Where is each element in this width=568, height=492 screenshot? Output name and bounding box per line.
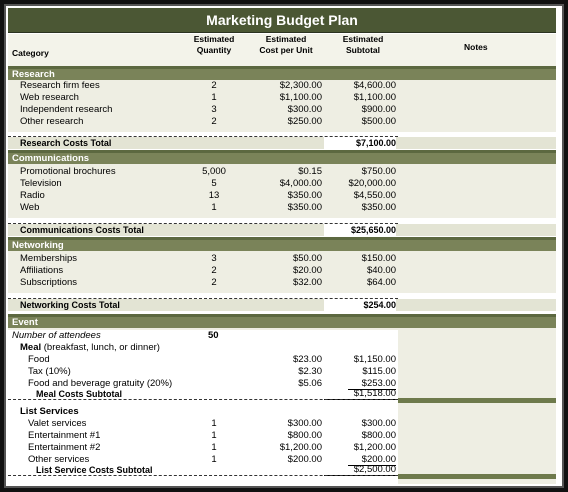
networking-row-2-subtotal: $40.00 <box>366 265 396 276</box>
networking-total-value: $254.00 <box>324 299 396 311</box>
research-total-row <box>8 137 556 149</box>
meal-total-value: $1,518.00 <box>324 388 396 400</box>
list-total-label: List Service Costs Subtotal <box>36 465 153 475</box>
meal-row-3-name: Food and beverage gratuity (20%) <box>28 378 173 389</box>
list-row-4-name: Other services <box>28 454 90 465</box>
header-quantity-line1: Estimated <box>193 34 235 44</box>
header-subtotal-line2: Subtotal <box>346 45 380 55</box>
section-event: Event <box>8 317 556 328</box>
communications-row-4-name: Web <box>20 202 40 213</box>
list-row-2-name: Entertainment #1 <box>28 430 101 441</box>
networking-row-1-name: Memberships <box>20 253 78 264</box>
networking-row-3-name: Subscriptions <box>20 277 78 288</box>
attendees-label: Number of attendees <box>12 330 101 341</box>
meal-heading <box>20 342 160 354</box>
list-row-4-subtotal: $200.00 <box>348 454 396 466</box>
networking-total-row <box>8 299 556 311</box>
research-row-4-name: Other research <box>20 116 84 127</box>
communications-row-2-name: Television <box>20 178 62 189</box>
research-row-2-cost: $1,100.00 <box>279 92 322 103</box>
research-row-3-cost: $300.00 <box>287 104 322 115</box>
communications-row-2-subtotal: $20,000.00 <box>348 178 396 189</box>
header-subtotal-line1: Estimated <box>342 34 384 44</box>
list-band-right <box>398 474 556 479</box>
communications-row-4-cost: $350.00 <box>287 202 322 213</box>
list-row-3-cost: $1,200.00 <box>279 442 322 453</box>
research-row-3-name: Independent research <box>20 104 113 115</box>
header-cost-line1: Estimated <box>265 34 307 44</box>
list-row-4-cost: $200.00 <box>287 454 322 465</box>
list-row-3-qty: 1 <box>211 442 217 453</box>
list-row-4-qty: 1 <box>211 454 217 465</box>
networking-row-2-name: Affiliations <box>20 265 64 276</box>
list-row-3-subtotal: $1,200.00 <box>353 442 396 453</box>
networking-row-2-qty: 2 <box>211 265 217 276</box>
research-total-label: Research Costs Total <box>20 138 112 148</box>
section-communications: Communications <box>8 153 556 164</box>
communications-row-4-qty: 1 <box>211 202 217 213</box>
meal-row-3-subtotal: $253.00 <box>348 378 396 390</box>
research-row-1-subtotal: $4,600.00 <box>353 80 396 91</box>
list-total-dash <box>8 475 398 476</box>
research-row-2-name: Web research <box>20 92 79 103</box>
research-row-2-qty: 1 <box>211 92 217 103</box>
meal-row-1-subtotal: $1,150.00 <box>353 354 396 365</box>
networking-row-1-cost: $50.00 <box>292 253 322 264</box>
header-notes: Notes <box>464 42 488 52</box>
communications-total-row <box>8 224 556 236</box>
page-title: Marketing Budget Plan <box>8 8 556 33</box>
research-row-1-qty: 2 <box>211 80 217 91</box>
networking-row-3-subtotal: $64.00 <box>366 277 396 288</box>
networking-row-3-cost: $32.00 <box>292 277 322 288</box>
meal-label: Meal <box>20 342 42 353</box>
list-row-3-name: Entertainment #2 <box>28 442 101 453</box>
communications-row-3-name: Radio <box>20 190 45 201</box>
meal-row-2-subtotal: $115.00 <box>362 366 396 377</box>
list-row-1-qty: 1 <box>211 418 217 429</box>
list-row-2-qty: 1 <box>211 430 217 441</box>
communications-row-1-qty: 5,000 <box>202 166 226 177</box>
meal-row-2-cost: $2.30 <box>298 366 322 377</box>
research-row-3-qty: 3 <box>211 104 217 115</box>
list-row-1-cost: $300.00 <box>287 418 322 429</box>
list-total-value: $2,500.00 <box>324 464 396 476</box>
research-row-4-cost: $250.00 <box>287 116 322 127</box>
list-services-heading: List Services <box>20 406 79 417</box>
section-research: Research <box>8 69 556 80</box>
communications-row-1-name: Promotional brochures <box>20 166 116 177</box>
research-row-4-qty: 2 <box>211 116 217 127</box>
list-row-1-subtotal: $300.00 <box>361 418 396 429</box>
meal-total-dash <box>8 399 398 400</box>
communications-row-3-cost: $350.00 <box>287 190 322 201</box>
communications-row-3-subtotal: $4,550.00 <box>353 190 396 201</box>
research-row-4-subtotal: $500.00 <box>361 116 396 127</box>
meal-total-label: Meal Costs Subtotal <box>36 389 123 399</box>
attendees-value: 50 <box>208 330 219 341</box>
communications-row-2-cost: $4,000.00 <box>279 178 322 189</box>
research-row-1-name: Research firm fees <box>20 80 100 91</box>
research-row-3-subtotal: $900.00 <box>361 104 396 115</box>
networking-row-1-qty: 3 <box>211 253 217 264</box>
networking-total-dash <box>8 298 398 299</box>
research-total-value: $7,100.00 <box>324 137 396 149</box>
event-notes-column <box>398 328 556 399</box>
meal-row-3-cost: $5.06 <box>298 378 322 389</box>
list-row-1-name: Valet services <box>28 418 87 429</box>
networking-row-1-subtotal: $150.00 <box>361 253 396 264</box>
list-row-2-cost: $800.00 <box>287 430 322 441</box>
research-row-1-cost: $2,300.00 <box>279 80 322 91</box>
communications-row-1-cost: $0.15 <box>298 166 322 177</box>
communications-total-value: $25,650.00 <box>324 224 396 236</box>
header-category: Category <box>12 48 49 58</box>
list-notes-column <box>398 403 556 484</box>
communications-row-2-qty: 5 <box>211 178 217 189</box>
header-cost-line2: Cost per Unit <box>259 45 313 55</box>
meal-row-1-cost: $23.00 <box>292 354 322 365</box>
communications-total-label: Communications Costs Total <box>20 225 144 235</box>
meal-note: (breakfast, lunch, or dinner) <box>43 342 160 353</box>
header-quantity-line2: Quantity <box>196 45 232 55</box>
list-row-2-subtotal: $800.00 <box>361 430 396 441</box>
research-total-dash <box>8 136 398 137</box>
meal-row-1-name: Food <box>28 354 50 365</box>
communications-row-4-subtotal: $350.00 <box>361 202 396 213</box>
communications-total-dash <box>8 223 398 224</box>
communications-row-3-qty: 13 <box>208 190 220 201</box>
section-networking: Networking <box>8 240 556 251</box>
networking-row-2-cost: $20.00 <box>292 265 322 276</box>
networking-total-label: Networking Costs Total <box>20 300 120 310</box>
budget-sheet <box>8 8 556 484</box>
research-row-2-subtotal: $1,100.00 <box>353 92 396 103</box>
meal-row-2-name: Tax (10%) <box>28 366 71 377</box>
networking-row-3-qty: 2 <box>211 277 217 288</box>
communications-row-1-subtotal: $750.00 <box>361 166 396 177</box>
